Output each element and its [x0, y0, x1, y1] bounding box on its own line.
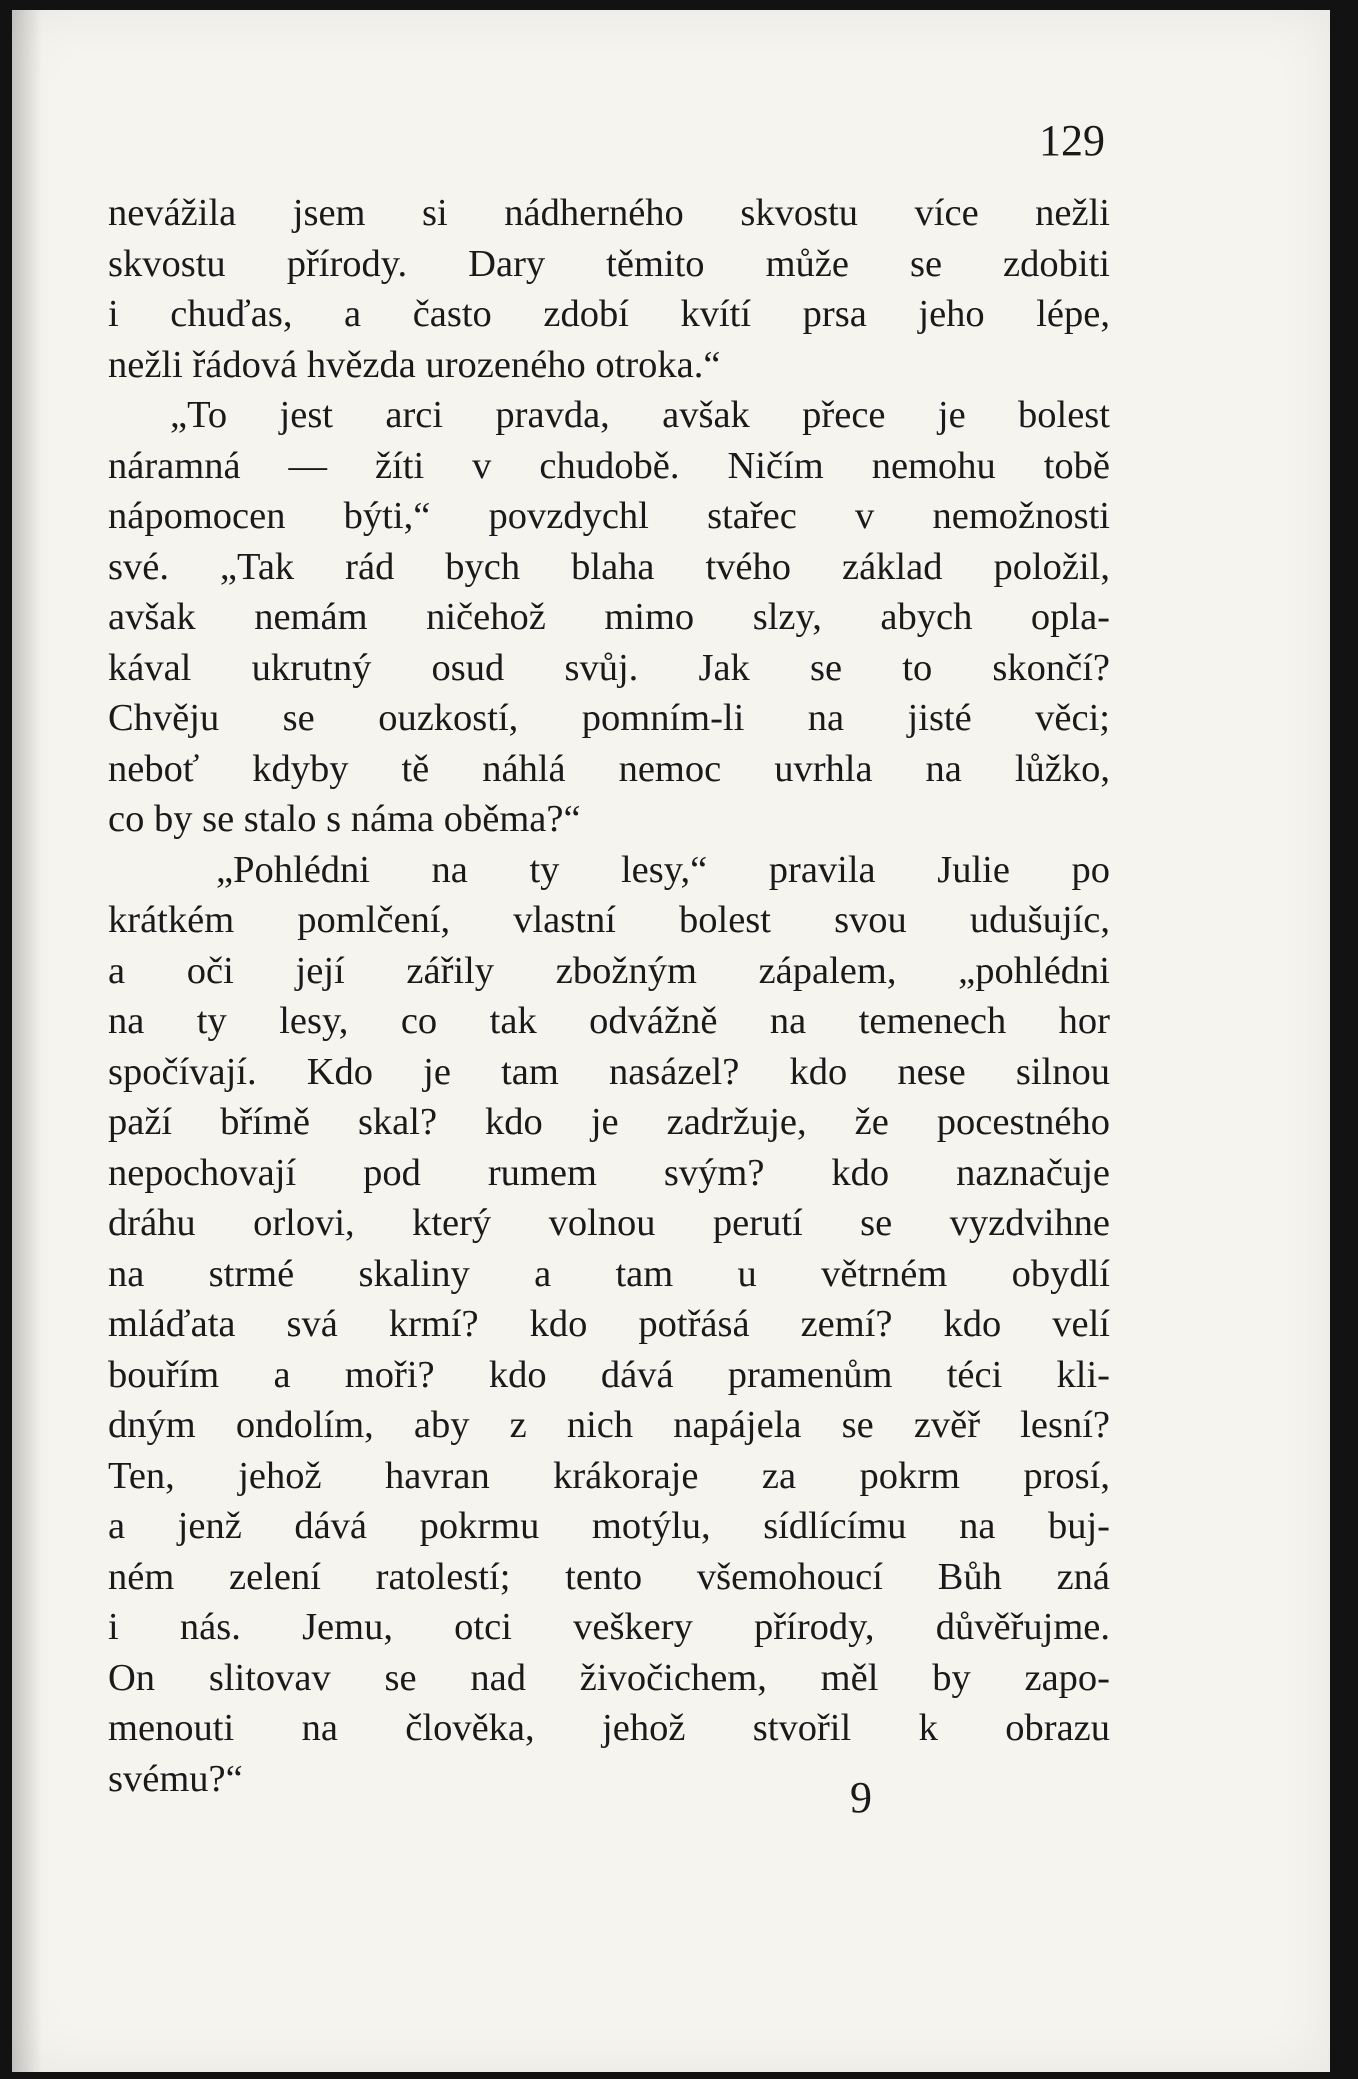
signature-mark: 9: [850, 1773, 872, 1822]
text-line: mláďata svá krmí? kdo potřásá zemí? kdo velí: [108, 1303, 1110, 1345]
text-line: On slitovav se nad živočichem, měl by zapo-: [108, 1656, 1110, 1699]
text-line: dráhu orlovi, který volnou perutí se vyzdvihne: [108, 1202, 1110, 1244]
text-line: menouti na člověka, jehož stvořil k obrazu: [108, 1707, 1110, 1749]
text-line: co by se stalo s náma oběma?“: [108, 798, 581, 840]
text-line: Ten, jehož havran krákoraje za pokrm prosí,: [108, 1454, 1110, 1497]
text-line: i chuďas, a často zdobí kvítí prsa jeho lépe,: [108, 293, 1110, 335]
text-line: nežli řádová hvězda urozeného otroka.“: [108, 343, 721, 386]
text-line: ném zelení ratolestí; tento všemohoucí Bůh zná: [108, 1555, 1110, 1598]
text-line: „Pohlédni na ty lesy,“ pravila Julie po: [216, 848, 1110, 891]
book-page: [12, 10, 1330, 2072]
text-line: neboť kdyby tě náhlá nemoc uvrhla na lůžko,: [108, 747, 1110, 790]
text-line: Chvěju se ouzkostí, pomním-li na jisté věci;: [108, 697, 1110, 739]
text-line: kával ukrutný osud svůj. Jak se to skončí?: [108, 646, 1110, 689]
text-line: skvostu přírody. Dary těmito může se zdobiti: [108, 242, 1110, 285]
text-line: náramná — žíti v chudobě. Ničím nemohu tobě: [108, 444, 1110, 487]
text-line: nápomocen býti,“ povzdychl stařec v nemožnosti: [108, 495, 1110, 537]
text-line: na ty lesy, co tak odvážně na temenech hor: [108, 1000, 1110, 1042]
text-line: avšak nemám ničehož mimo slzy, abych opla-: [108, 596, 1110, 638]
text-line: na strmé skaliny a tam u větrném obydlí: [108, 1252, 1110, 1295]
page-number: 129: [1039, 116, 1105, 165]
text-line: spočívají. Kdo je tam nasázel? kdo nese silnou: [108, 1050, 1110, 1093]
text-line: „To jest arci pravda, avšak přece je bolest: [170, 394, 1110, 436]
text-line: dným ondolím, aby z nich napájela se zvěř lesní?: [108, 1404, 1110, 1446]
text-line: paží břímě skal? kdo je zadržuje, že pocestného: [108, 1101, 1110, 1143]
text-line: bouřím a moři? kdo dává pramenům téci kli-: [108, 1353, 1110, 1396]
text-line: nevážila jsem si nádherného skvostu více nežli: [108, 192, 1110, 234]
text-line: krátkém pomlčení, vlastní bolest svou udušujíc,: [108, 899, 1110, 941]
text-line: nepochovají pod rumem svým? kdo naznačuje: [108, 1151, 1110, 1194]
text-line: a oči její zářily zbožným zápalem, „pohlédni: [108, 949, 1110, 992]
body-text: [108, 188, 1110, 1804]
text-line: svému?“: [108, 1757, 243, 1800]
text-line: a jenž dává pokrmu motýlu, sídlícímu na buj-: [108, 1505, 1110, 1547]
text-line: i nás. Jemu, otci veškery přírody, důvěřujme.: [108, 1606, 1110, 1648]
spine-shadow: [12, 10, 42, 2072]
text-line: své. „Tak rád bych blaha tvého základ položil,: [108, 545, 1110, 588]
